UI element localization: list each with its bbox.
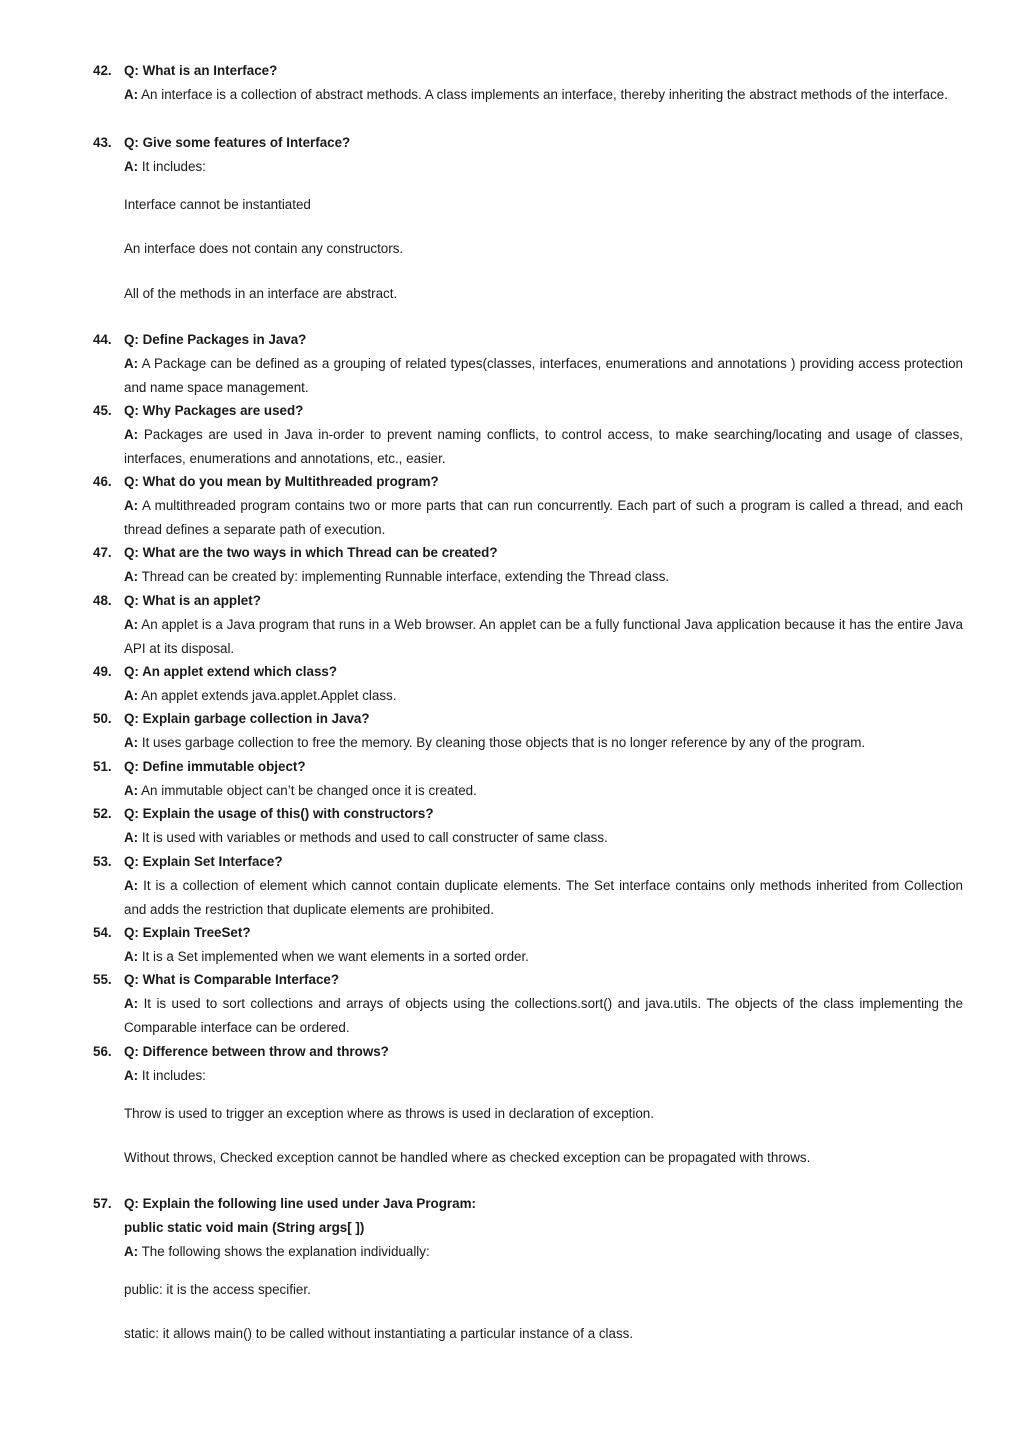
question-number: 51. — [93, 759, 112, 774]
answer-point: An interface does not contain any constructors. — [124, 241, 404, 256]
question-number: 47. — [93, 545, 112, 560]
question-text: Q: Explain the following line used under Java Program: — [124, 1196, 476, 1211]
question-number: 49. — [93, 664, 112, 679]
question-text: Q: Explain garbage collection in Java? — [124, 711, 370, 726]
answer-text: A: It includes: — [124, 159, 206, 174]
question-number: 57. — [93, 1196, 112, 1211]
question-text: Q: Explain the usage of this() with constructors? — [124, 806, 434, 821]
question-text: Q: What are the two ways in which Thread can be created? — [124, 545, 498, 560]
answer-prefix: A: — [124, 1068, 139, 1083]
question-code-line: public static void main (String args[ ]) — [124, 1220, 365, 1235]
answer-text: A: It is used to sort collections and arrays of objects using the collections.sort() and java.utils. The objects of the class implementing the Comparable interface can be ordered. — [124, 996, 963, 1035]
answer-prefix: A: — [124, 356, 139, 371]
question-text: Q: What is Comparable Interface? — [124, 972, 340, 987]
question-text: Q: Give some features of Interface? — [124, 135, 351, 150]
answer-text: A: It includes: — [124, 1068, 206, 1083]
answer-text: A: It is used with variables or methods and used to call constructer of same class. — [124, 830, 608, 845]
question-text: Q: Define immutable object? — [124, 759, 306, 774]
answer-point: public: it is the access specifier. — [124, 1282, 311, 1297]
answer-prefix: A: — [124, 996, 139, 1011]
question-number: 46. — [93, 474, 112, 489]
answer-point: Interface cannot be instantiated — [124, 197, 311, 212]
question-text: Q: Why Packages are used? — [124, 403, 304, 418]
question-text: Q: Difference between throw and throws? — [124, 1044, 389, 1059]
answer-point: Throw is used to trigger an exception where as throws is used in declaration of exception. — [124, 1106, 654, 1121]
answer-text: A: An interface is a collection of abstract methods. A class implements an interface, thereby inheriting the abstract methods of the interface. — [124, 87, 948, 102]
answer-prefix: A: — [124, 830, 139, 845]
answer-prefix: A: — [124, 617, 139, 632]
question-text: Q: What do you mean by Multithreaded program? — [124, 474, 439, 489]
question-text: Q: What is an Interface? — [124, 63, 278, 78]
question-text: Q: Explain TreeSet? — [124, 925, 251, 940]
answer-text: A: It is a collection of element which cannot contain duplicate elements. The Set interface contains only methods inherited from Collection and adds the restriction that duplicate elements are prohibited. — [124, 878, 963, 917]
question-text: Q: Explain Set Interface? — [124, 854, 283, 869]
answer-prefix: A: — [124, 1244, 139, 1259]
answer-prefix: A: — [124, 735, 139, 750]
question-number: 50. — [93, 711, 112, 726]
question-text: Q: Define Packages in Java? — [124, 332, 307, 347]
question-number: 44. — [93, 332, 112, 347]
answer-point: Without throws, Checked exception cannot be handled where as checked exception can be propagated with throws. — [124, 1150, 811, 1165]
answer-prefix: A: — [124, 783, 139, 798]
answer-point: static: it allows main() to be called without instantiating a particular instance of a class. — [124, 1326, 634, 1341]
question-number: 45. — [93, 403, 112, 418]
answer-prefix: A: — [124, 688, 139, 703]
question-text: Q: What is an applet? — [124, 593, 261, 608]
question-number: 43. — [93, 135, 112, 150]
answer-text: A: It uses garbage collection to free the memory. By cleaning those objects that is no longer reference by any of the program. — [124, 735, 866, 750]
answer-prefix: A: — [124, 878, 139, 893]
answer-prefix: A: — [124, 569, 139, 584]
question-number: 55. — [93, 972, 112, 987]
answer-text: A: Thread can be created by: implementing Runnable interface, extending the Thread class. — [124, 569, 670, 584]
answer-point: All of the methods in an interface are abstract. — [124, 286, 398, 301]
question-number: 54. — [93, 925, 112, 940]
question-number: 42. — [93, 63, 112, 78]
question-text: Q: An applet extend which class? — [124, 664, 338, 679]
answer-text: A: A multithreaded program contains two or more parts that can run concurrently. Each part of such a program is called a thread, and each thread defines a separate path of execution. — [124, 498, 963, 537]
question-number: 48. — [93, 593, 112, 608]
answer-text: A: An applet is a Java program that runs in a Web browser. An applet can be a fully functional Java application because it has the entire Java API at its disposal. — [124, 617, 963, 656]
answer-prefix: A: — [124, 427, 139, 442]
answer-text: A: A Package can be defined as a grouping of related types(classes, interfaces, enumerations and annotations ) providing access protection and name space management. — [124, 356, 963, 395]
answer-prefix: A: — [124, 498, 139, 513]
answer-text: A: It is a Set implemented when we want elements in a sorted order. — [124, 949, 529, 964]
question-number: 53. — [93, 854, 112, 869]
question-number: 56. — [93, 1044, 112, 1059]
answer-prefix: A: — [124, 87, 139, 102]
answer-text: A: Packages are used in Java in-order to prevent naming conflicts, to control access, to make searching/locating and usage of classes, interfaces, enumerations and annotations, etc., easier. — [124, 427, 963, 466]
answer-prefix: A: — [124, 949, 139, 964]
answer-text: A: The following shows the explanation individually: — [124, 1244, 430, 1259]
answer-prefix: A: — [124, 159, 139, 174]
question-number: 52. — [93, 806, 112, 821]
answer-text: A: An applet extends java.applet.Applet class. — [124, 688, 397, 703]
answer-text: A: An immutable object can’t be changed once it is created. — [124, 783, 477, 798]
